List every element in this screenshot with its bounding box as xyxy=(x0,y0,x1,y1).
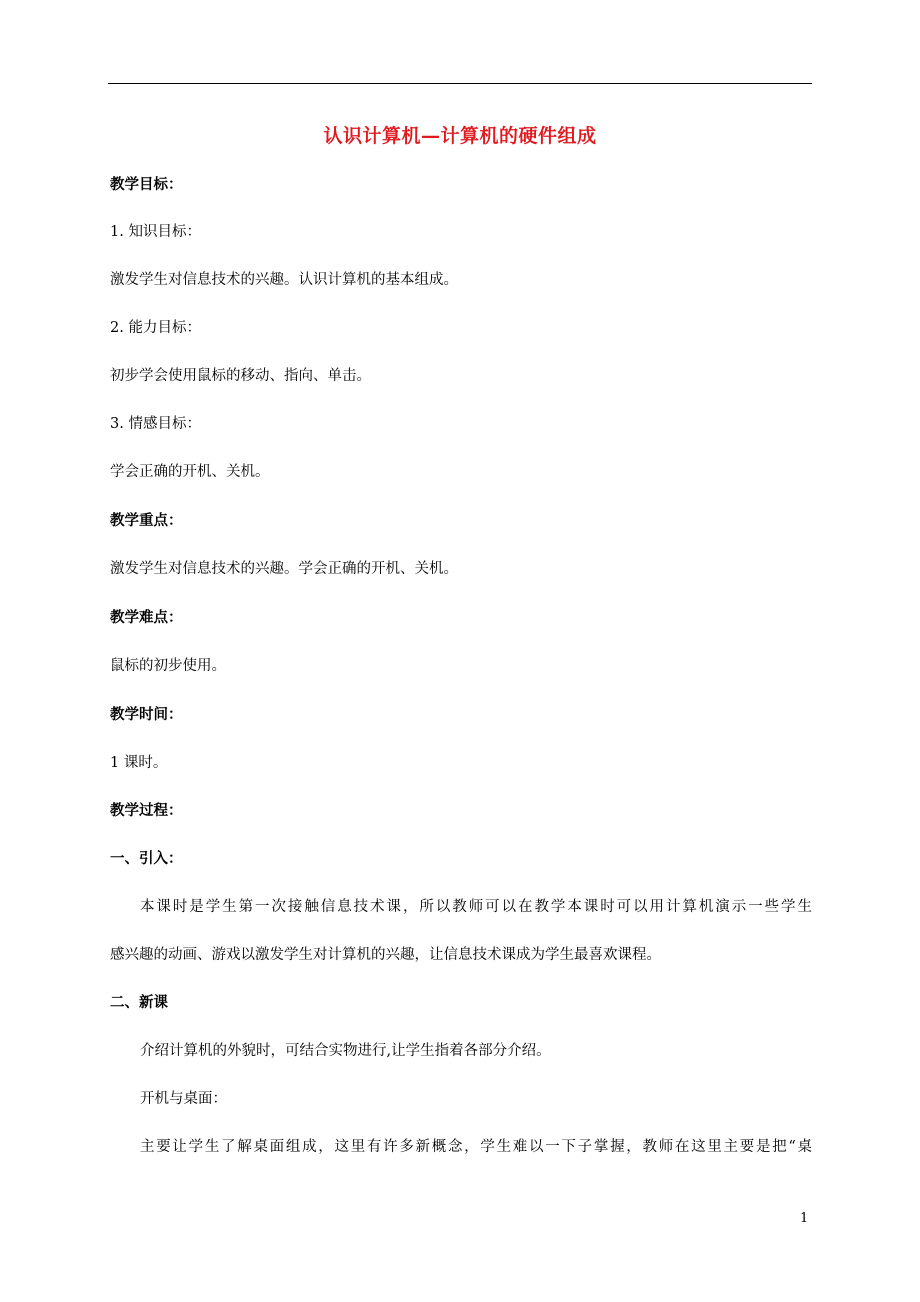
key-points-heading: 教学重点： xyxy=(110,512,183,529)
emotion-objective-heading: 3. 情感目标： xyxy=(110,416,201,432)
intro-heading: 一、引入： xyxy=(110,850,183,867)
process-heading: 教学过程： xyxy=(110,802,183,819)
document-title: 认识计算机—计算机的硬件组成 xyxy=(323,125,597,147)
page-number: 1 xyxy=(800,1211,809,1226)
new-lesson-paragraph-2: 开机与桌面： xyxy=(140,1091,227,1107)
knowledge-objective-heading: 1. 知识目标： xyxy=(110,224,201,240)
key-points-text: 激发学生对信息技术的兴趣。学会正确的开机、关机。 xyxy=(110,561,458,577)
new-lesson-paragraph-1: 介绍计算机的外貌时，可结合实物进行,让学生指着各部分介绍。 xyxy=(140,1043,551,1059)
header-rule xyxy=(108,83,812,84)
difficulties-text: 鼠标的初步使用。 xyxy=(110,658,226,674)
intro-paragraph-line-2: 感兴趣的动画、游戏以激发学生对计算机的兴趣，让信息技术课成为学生最喜欢课程。 xyxy=(110,947,661,963)
intro-paragraph-line-1: 本课时是学生第一次接触信息技术课，所以教师可以在教学本课时可以用计算机演示一些学生 xyxy=(140,899,812,915)
knowledge-objective-text: 激发学生对信息技术的兴趣。认识计算机的基本组成。 xyxy=(110,272,458,288)
objectives-heading: 教学目标： xyxy=(110,176,183,193)
emotion-objective-text: 学会正确的开机、关机。 xyxy=(110,464,270,480)
time-heading: 教学时间： xyxy=(110,706,183,723)
time-text: 1 课时。 xyxy=(110,755,168,771)
ability-objective-text: 初步学会使用鼠标的移动、指向、单击。 xyxy=(110,368,371,384)
new-lesson-heading: 二、新课 xyxy=(110,994,168,1011)
ability-objective-heading: 2. 能力目标： xyxy=(110,320,201,336)
new-lesson-paragraph-3: 主要让学生了解桌面组成，这里有许多新概念，学生难以一下子掌握，教师在这里主要是把“桌 xyxy=(140,1139,812,1155)
difficulties-heading: 教学难点： xyxy=(110,609,183,626)
